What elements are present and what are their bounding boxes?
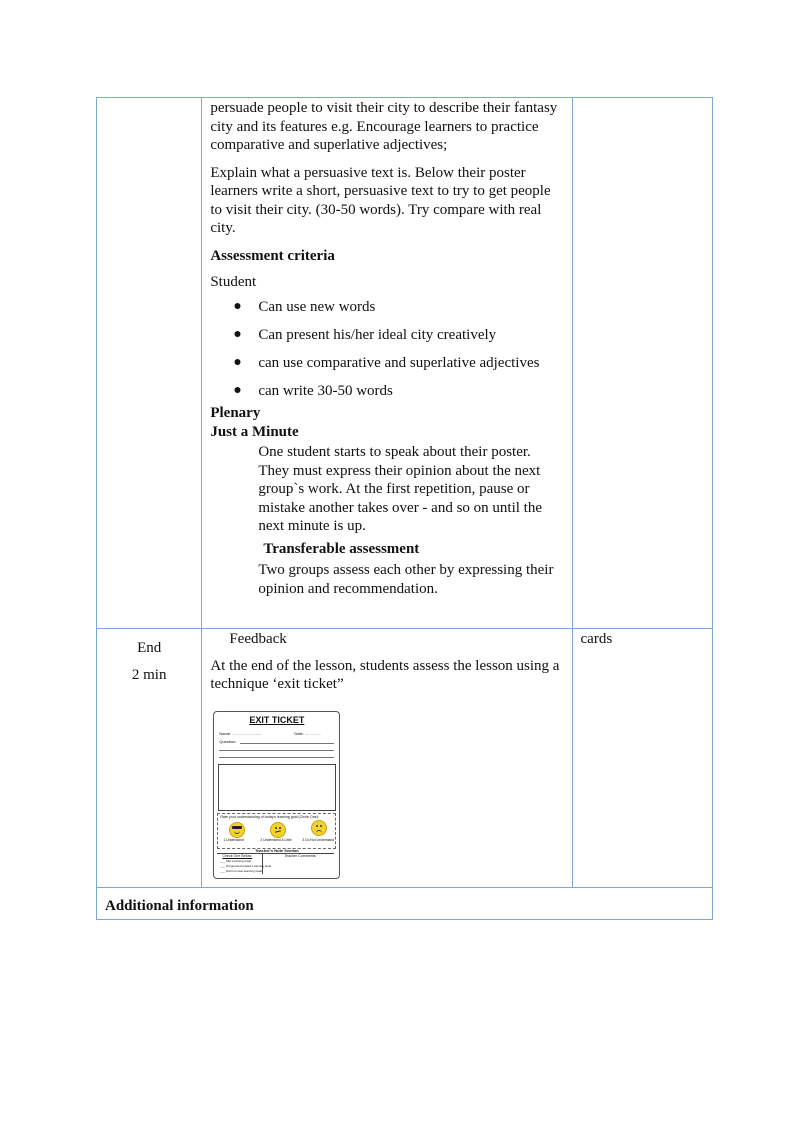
teacher-note-heading: Teacher's Note Section xyxy=(254,847,299,853)
time-label: 2 min xyxy=(131,666,167,683)
stage-cell xyxy=(97,629,202,888)
worried-face-icon xyxy=(311,820,327,836)
divider xyxy=(240,743,334,744)
lesson-plan-table xyxy=(96,97,713,920)
face-label: 1 Understand xyxy=(223,837,244,842)
transferable-assessment-text: Two groups assess each other by expressing their opinion and recommendation. xyxy=(258,562,554,597)
list-item: ● can use comparative and superlative adjectives xyxy=(233,354,540,371)
bullet-icon: ● xyxy=(233,326,242,342)
exit-ticket-question-label: Question: xyxy=(219,738,237,744)
additional-information-cell xyxy=(97,887,713,920)
feedback-text: At the end of the lesson, students assess the lesson using a technique ‘exit ticket” xyxy=(210,657,560,693)
table-row-footer xyxy=(97,887,713,920)
table-row-end xyxy=(97,629,713,888)
intro-paragraph: persuade people to visit their city to describe their fantasy city and its features e.g. Encourage learners to practice comparative and superlative adjectives; xyxy=(210,100,558,153)
check-one-label: Check One Below: xyxy=(222,853,253,858)
exit-ticket-title: EXIT TICKET xyxy=(249,714,305,725)
bullet-icon: ● xyxy=(233,354,242,370)
exit-ticket-date-label: Date: .............. xyxy=(294,730,321,736)
face-label: 2 Understand A Little xyxy=(260,837,292,842)
assessment-criteria-heading: Assessment criteria xyxy=(210,247,335,264)
divider xyxy=(219,750,334,751)
plenary-heading: Plenary xyxy=(210,405,261,422)
list-item: ● Can use new words xyxy=(233,298,376,315)
teacher-comments-label: Teacher Comments: xyxy=(284,853,317,858)
resources-label: cards xyxy=(580,631,613,648)
sunglasses-face-icon xyxy=(229,822,245,838)
list-item: ● can write 30-50 words xyxy=(233,382,393,399)
check-item: ___ Did not meet learning Goal xyxy=(220,868,262,873)
bullet-icon: ● xyxy=(233,382,242,398)
confused-face-icon xyxy=(270,822,286,838)
persuasive-text-paragraph: Explain what a persuasive text is. Below their poster learners write a short, persuasive text to try to get people to visit their city. (30-50 words). Try compare with real city. xyxy=(210,164,551,236)
list-item: ● Can present his/her ideal city creatively xyxy=(233,326,497,343)
check-item: ___ Met Learning Goal xyxy=(220,858,251,863)
additional-information-label: Additional information xyxy=(105,897,254,914)
activity-cell xyxy=(202,98,572,629)
feedback-cell xyxy=(202,629,572,888)
stage-cell-empty xyxy=(97,98,202,629)
exit-ticket-answer-box xyxy=(218,764,336,811)
criteria-list xyxy=(210,298,563,401)
feedback-label: Feedback xyxy=(229,631,287,648)
exit-ticket-name-label: Name: .......................... xyxy=(219,730,262,736)
stage-label: End xyxy=(137,640,162,657)
just-a-minute-heading: Just a Minute xyxy=(210,423,299,440)
just-a-minute-text: One student starts to speak about their poster. They must express their opinion about the next group`s work. At the first repetition, pause or mistake another takes over - and so on until the next minute is up. xyxy=(258,444,543,535)
face-label: 3 Do Not Understand xyxy=(302,837,335,842)
resources-cell-empty xyxy=(572,98,712,629)
divider xyxy=(219,757,334,758)
transferable-assessment-heading: Transferable assessment xyxy=(263,540,420,557)
bullet-icon: ● xyxy=(233,298,242,314)
exit-ticket-rate-label: Rate your understanding of today's learning goal (Circle One): xyxy=(220,814,319,819)
exit-ticket-image xyxy=(213,711,340,879)
student-label: Student xyxy=(210,274,257,290)
check-item: ___ Progressed toward Learning Goal xyxy=(220,863,272,868)
resources-cell xyxy=(572,629,712,888)
table-row-main-activity xyxy=(97,98,713,629)
